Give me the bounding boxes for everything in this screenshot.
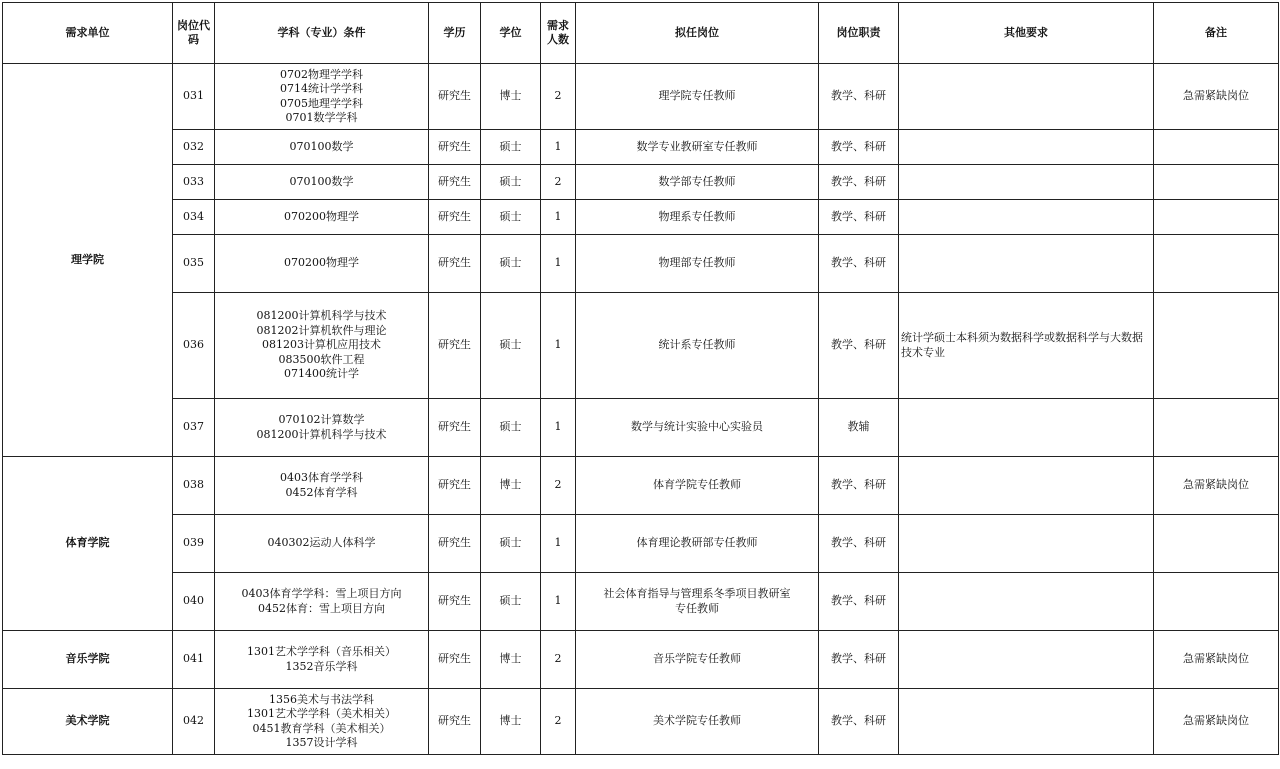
education-cell: 研究生 [429, 689, 481, 755]
major-cell [215, 130, 429, 165]
header-note: 备注 [1154, 3, 1279, 64]
table-row [3, 200, 1279, 235]
education-cell: 研究生 [429, 165, 481, 200]
major-cell-line: 0403体育学学科 [280, 471, 363, 484]
major-cell [215, 457, 429, 515]
position-code: 033 [173, 165, 215, 200]
position-cell [576, 515, 819, 573]
position-code: 037 [173, 399, 215, 457]
duty-cell: 教学、科研 [819, 689, 899, 755]
table-row [3, 631, 1279, 689]
other-cell [899, 130, 1154, 165]
unit-science: 理学院 [3, 64, 173, 457]
other-cell [899, 689, 1154, 755]
count-cell: 1 [541, 399, 576, 457]
position-code: 032 [173, 130, 215, 165]
major-cell [215, 515, 429, 573]
duty-cell: 教学、科研 [819, 235, 899, 293]
position-cell [576, 200, 819, 235]
header-unit: 需求单位 [3, 3, 173, 64]
position-cell [576, 130, 819, 165]
header-count: 需求人数 [541, 3, 576, 64]
major-cell-line: 0452体育学科 [285, 485, 358, 499]
major-cell-line: 1352音乐学科 [285, 659, 358, 673]
position-cell [576, 293, 819, 399]
position-cell-line: 体育理论教研部专任教师 [636, 536, 758, 550]
major-cell-line: 081203计算机应用技术 [262, 338, 381, 352]
note-cell [1154, 399, 1279, 457]
position-cell [576, 573, 819, 631]
major-cell-line: 1301艺术学学科（美术相关） [247, 707, 396, 720]
major-cell-line: 071400统计学 [284, 367, 359, 381]
major-cell [215, 200, 429, 235]
major-cell [215, 64, 429, 130]
major-cell-line: 0714统计学学科 [280, 82, 363, 95]
position-code: 031 [173, 64, 215, 130]
major-cell-line: 0452体育：雪上项目方向 [258, 601, 385, 615]
note-cell: 急需紧缺岗位 [1154, 631, 1279, 689]
position-cell [576, 689, 819, 755]
other-cell [899, 200, 1154, 235]
table-row [3, 573, 1279, 631]
education-cell: 研究生 [429, 130, 481, 165]
degree-cell: 硕士 [481, 293, 541, 399]
duty-cell: 教学、科研 [819, 130, 899, 165]
count-cell: 2 [541, 689, 576, 755]
position-cell-line: 数学部专任教师 [658, 174, 736, 188]
major-cell-line: 081200计算机科学与技术 [256, 309, 387, 323]
position-code: 042 [173, 689, 215, 755]
major-cell-line: 081200计算机科学与技术 [256, 427, 387, 441]
other-cell [899, 515, 1154, 573]
degree-cell: 硕士 [481, 235, 541, 293]
education-cell: 研究生 [429, 515, 481, 573]
major-cell-line: 070200物理学 [284, 209, 359, 223]
major-cell-line: 070102计算数学 [278, 413, 365, 426]
major-cell [215, 293, 429, 399]
other-cell [899, 573, 1154, 631]
degree-cell: 硕士 [481, 200, 541, 235]
position-cell-line: 物理部专任教师 [658, 256, 736, 270]
note-cell [1154, 200, 1279, 235]
major-cell [215, 631, 429, 689]
position-code: 034 [173, 200, 215, 235]
count-cell: 1 [541, 573, 576, 631]
education-cell: 研究生 [429, 64, 481, 130]
other-cell [899, 631, 1154, 689]
duty-cell: 教学、科研 [819, 165, 899, 200]
note-cell: 急需紧缺岗位 [1154, 457, 1279, 515]
major-cell-line: 1357设计学科 [285, 736, 358, 749]
position-code: 040 [173, 573, 215, 631]
duty-cell: 教学、科研 [819, 293, 899, 399]
count-cell: 1 [541, 130, 576, 165]
education-cell: 研究生 [429, 457, 481, 515]
position-cell [576, 631, 819, 689]
table-row [3, 293, 1279, 399]
position-cell-line: 美术学院专任教师 [653, 714, 741, 728]
note-cell [1154, 293, 1279, 399]
count-cell: 1 [541, 515, 576, 573]
count-cell: 1 [541, 235, 576, 293]
education-cell: 研究生 [429, 235, 481, 293]
degree-cell: 硕士 [481, 165, 541, 200]
degree-cell: 博士 [481, 457, 541, 515]
header-major: 学科（专业）条件 [215, 3, 429, 64]
degree-cell: 博士 [481, 689, 541, 755]
table-row [3, 457, 1279, 515]
unit-music: 音乐学院 [3, 631, 173, 689]
count-cell: 1 [541, 293, 576, 399]
major-cell-line: 0702物理学学科 [280, 67, 363, 81]
position-cell [576, 165, 819, 200]
degree-cell: 硕士 [481, 130, 541, 165]
duty-cell: 教学、科研 [819, 200, 899, 235]
note-cell [1154, 573, 1279, 631]
note-cell [1154, 130, 1279, 165]
unit-sports: 体育学院 [3, 457, 173, 631]
count-cell: 2 [541, 631, 576, 689]
other-cell [899, 165, 1154, 200]
header-row [3, 3, 1279, 64]
degree-cell: 硕士 [481, 515, 541, 573]
duty-cell: 教学、科研 [819, 515, 899, 573]
duty-cell: 教学、科研 [819, 64, 899, 130]
position-cell-line: 社会体育指导与管理系冬季项目教研室 [603, 587, 791, 600]
position-cell-line: 数学与统计实验中心实验员 [631, 420, 763, 434]
position-cell [576, 64, 819, 130]
major-cell-line: 070100数学 [289, 174, 354, 188]
note-cell [1154, 165, 1279, 200]
position-cell-line: 音乐学院专任教师 [653, 652, 741, 666]
position-cell-line: 理学院专任教师 [658, 89, 736, 103]
major-cell-line: 0701数学学科 [285, 111, 358, 124]
other-cell [899, 235, 1154, 293]
major-cell [215, 235, 429, 293]
table-row [3, 689, 1279, 755]
note-cell: 急需紧缺岗位 [1154, 689, 1279, 755]
major-cell [215, 573, 429, 631]
education-cell: 研究生 [429, 399, 481, 457]
count-cell: 2 [541, 457, 576, 515]
education-cell: 研究生 [429, 200, 481, 235]
position-code: 035 [173, 235, 215, 293]
degree-cell: 博士 [481, 631, 541, 689]
position-cell-line: 物理系专任教师 [658, 209, 736, 223]
major-cell-line: 081202计算机软件与理论 [256, 323, 387, 337]
note-cell [1154, 515, 1279, 573]
education-cell: 研究生 [429, 293, 481, 399]
position-code: 041 [173, 631, 215, 689]
table-row [3, 399, 1279, 457]
major-cell-line: 1301艺术学学科（音乐相关） [247, 645, 396, 658]
header-degree: 学位 [481, 3, 541, 64]
duty-cell: 教辅 [819, 399, 899, 457]
major-cell [215, 399, 429, 457]
header-duty: 岗位职责 [819, 3, 899, 64]
position-code: 036 [173, 293, 215, 399]
duty-cell: 教学、科研 [819, 573, 899, 631]
major-cell-line: 040302运动人体科学 [267, 536, 376, 550]
major-cell-line: 070100数学 [289, 139, 354, 153]
other-cell [899, 399, 1154, 457]
count-cell: 2 [541, 64, 576, 130]
degree-cell: 硕士 [481, 573, 541, 631]
position-code: 039 [173, 515, 215, 573]
table-row [3, 64, 1279, 130]
major-cell [215, 689, 429, 755]
note-cell: 急需紧缺岗位 [1154, 64, 1279, 130]
table-row [3, 130, 1279, 165]
header-education: 学历 [429, 3, 481, 64]
position-code: 038 [173, 457, 215, 515]
education-cell: 研究生 [429, 573, 481, 631]
header-other: 其他要求 [899, 3, 1154, 64]
degree-cell: 博士 [481, 64, 541, 130]
other-cell [899, 64, 1154, 130]
table-row [3, 515, 1279, 573]
position-cell-line: 数学专业教研室专任教师 [636, 139, 758, 153]
major-cell-line: 083500软件工程 [278, 352, 365, 366]
header-code: 岗位代码 [173, 3, 215, 64]
major-cell [215, 165, 429, 200]
position-cell-line: 专任教师 [675, 601, 719, 615]
major-cell-line: 070200物理学 [284, 256, 359, 270]
position-cell [576, 235, 819, 293]
duty-cell: 教学、科研 [819, 631, 899, 689]
recruitment-table [2, 2, 1279, 755]
position-cell [576, 399, 819, 457]
duty-cell: 教学、科研 [819, 457, 899, 515]
note-cell [1154, 235, 1279, 293]
other-cell [899, 457, 1154, 515]
count-cell: 1 [541, 200, 576, 235]
count-cell: 2 [541, 165, 576, 200]
table-row [3, 165, 1279, 200]
major-cell-line: 0451教育学科（美术相关） [252, 721, 391, 735]
table-row [3, 235, 1279, 293]
other-cell: 统计学硕士本科须为数据科学或数据科学与大数据技术专业 [899, 293, 1154, 399]
major-cell-line: 1356美术与书法学科 [269, 692, 374, 706]
position-cell [576, 457, 819, 515]
degree-cell: 硕士 [481, 399, 541, 457]
position-cell-line: 统计系专任教师 [658, 338, 736, 352]
unit-art: 美术学院 [3, 689, 173, 755]
header-position: 拟任岗位 [576, 3, 819, 64]
position-cell-line: 体育学院专任教师 [653, 478, 741, 492]
major-cell-line: 0705地理学学科 [280, 96, 363, 110]
education-cell: 研究生 [429, 631, 481, 689]
major-cell-line: 0403体育学学科：雪上项目方向 [241, 587, 402, 600]
